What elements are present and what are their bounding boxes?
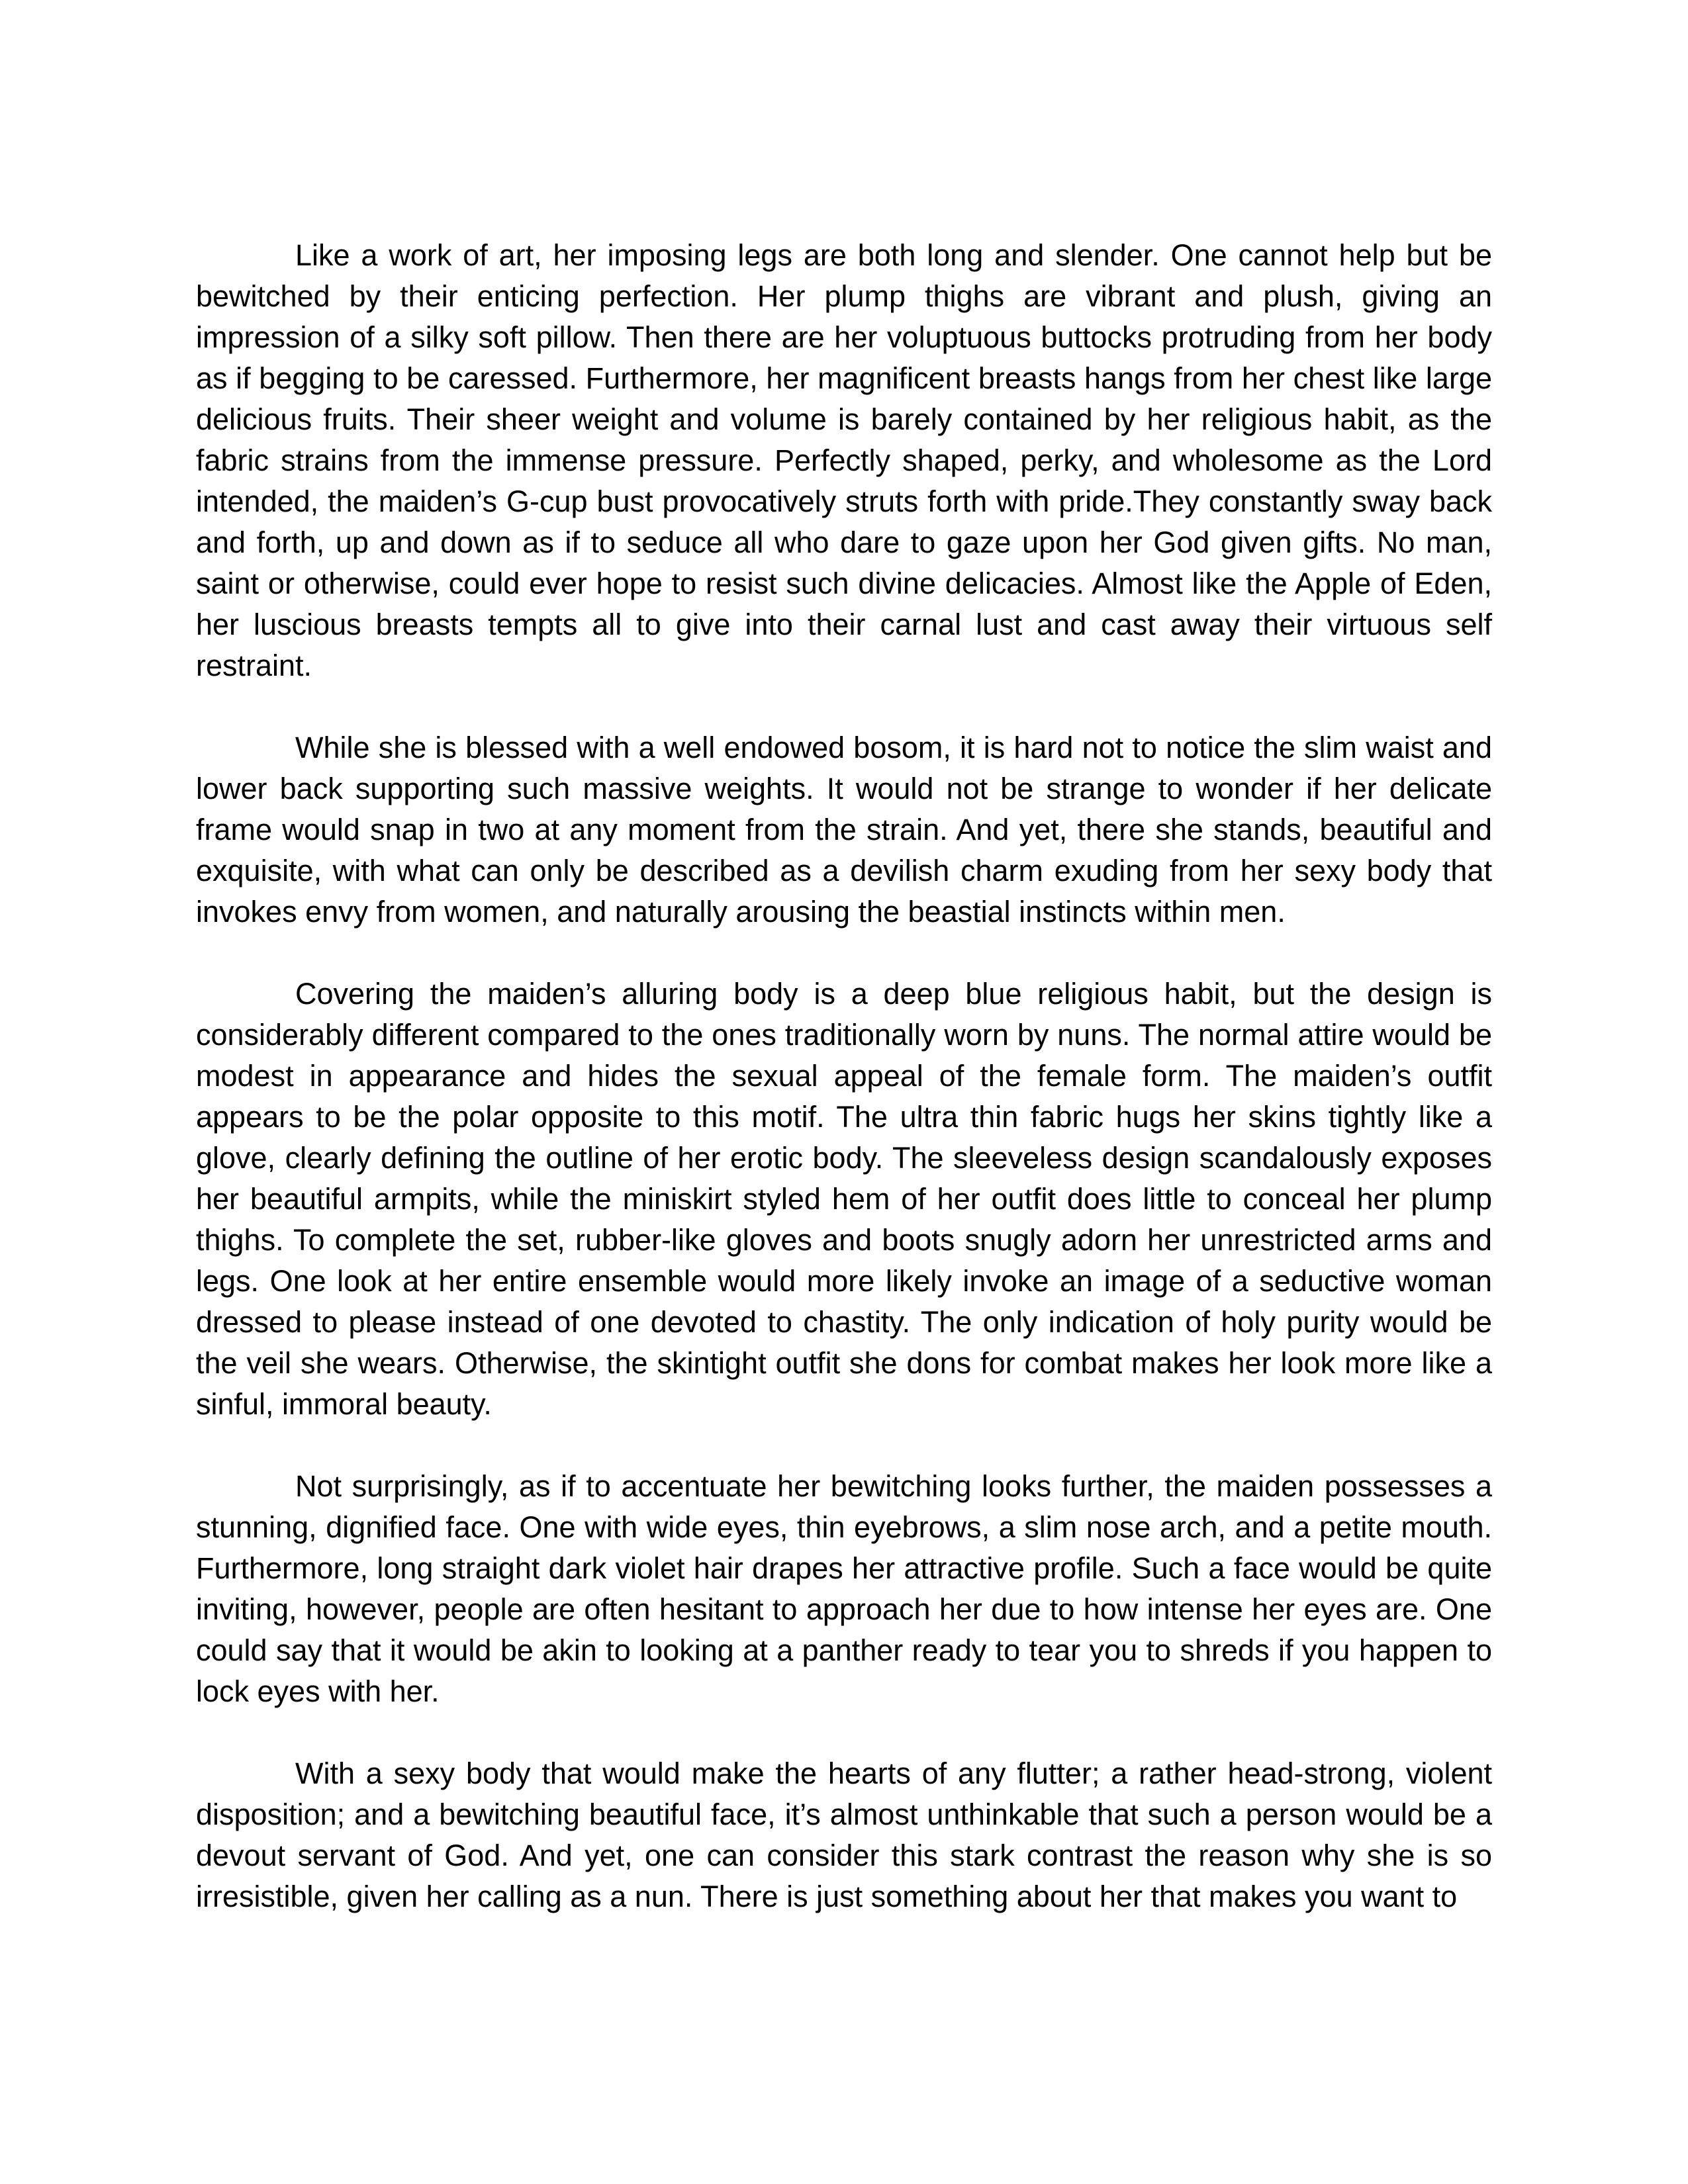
paragraph-2: While she is blessed with a well endowed bosom, it is hard not to notice the slim waist and lower back supporting such massive weights. It would not be strange to wonder if her delicate frame would snap in two at any moment from the strain. And yet, there she stands, beautiful and exquisite, with what can only be described as a devilish charm exuding from her sexy body that invokes envy from women, and naturally arousing the beastial instincts within men. [196, 731, 1492, 929]
paragraph-5: With a sexy body that would make the hearts of any flutter; a rather head-strong, violent disposition; and a bewitching beautiful face, it’s almost unthinkable that such a person would be a devout servant of God. And yet, one can consider this stark contrast the reason why she is so irresistible, given her calling as a nun. There is just something about her that makes you want to [196, 1756, 1492, 1913]
document-body [196, 235, 1492, 1917]
paragraph-1: Like a work of art, her imposing legs are both long and slender. One cannot help but be bewitched by their enticing perfection. Her plump thighs are vibrant and plush, giving an impression of a silky soft pillow. Then there are her voluptuous buttocks protruding from her body as if begging to be caressed. Furthermore, her magnificent breasts hangs from her chest like large delicious fruits. Their sheer weight and volume is barely contained by her religious habit, as the fabric strains from the immense pressure. Perfectly shaped, perky, and wholesome as the Lord intended, the maiden’s G-cup bust provocatively struts forth with pride.They constantly sway back and forth, up and down as if to seduce all who dare to gaze upon her God given gifts. No man, saint or otherwise, could ever hope to resist such divine delicacies. Almost like the Apple of Eden, her luscious breasts tempts all to give into their carnal lust and cast away their virtuous self restraint. [196, 238, 1492, 682]
paragraph-4: Not surprisingly, as if to accentuate her bewitching looks further, the maiden possesses a stunning, dignified face. One with wide eyes, thin eyebrows, a slim nose arch, and a petite mouth. Furthermore, long straight dark violet hair drapes her attractive profile. Such a face would be quite inviting, however, people are often hesitant to approach her due to how intense her eyes are. One could say that it would be akin to looking at a panther ready to tear you to shreds if you happen to lock eyes with her. [196, 1469, 1492, 1708]
paragraph-3: Covering the maiden’s alluring body is a deep blue religious habit, but the design is considerably different compared to the ones traditionally worn by nuns. The normal attire would be modest in appearance and hides the sexual appeal of the female form. The maiden’s outfit appears to be the polar opposite to this motif. The ultra thin fabric hugs her skins tightly like a glove, clearly defining the outline of her erotic body. The sleeveless design scandalously exposes her beautiful armpits, while the miniskirt styled hem of her outfit does little to conceal her plump thighs. To complete the set, rubber-like gloves and boots snugly adorn her unrestricted arms and legs. One look at her entire ensemble would more likely invoke an image of a seductive woman dressed to please instead of one devoted to chastity. The only indication of holy purity would be the veil she wears. Otherwise, the skintight outfit she dons for combat makes her look more like a sinful, immoral beauty. [196, 977, 1492, 1421]
